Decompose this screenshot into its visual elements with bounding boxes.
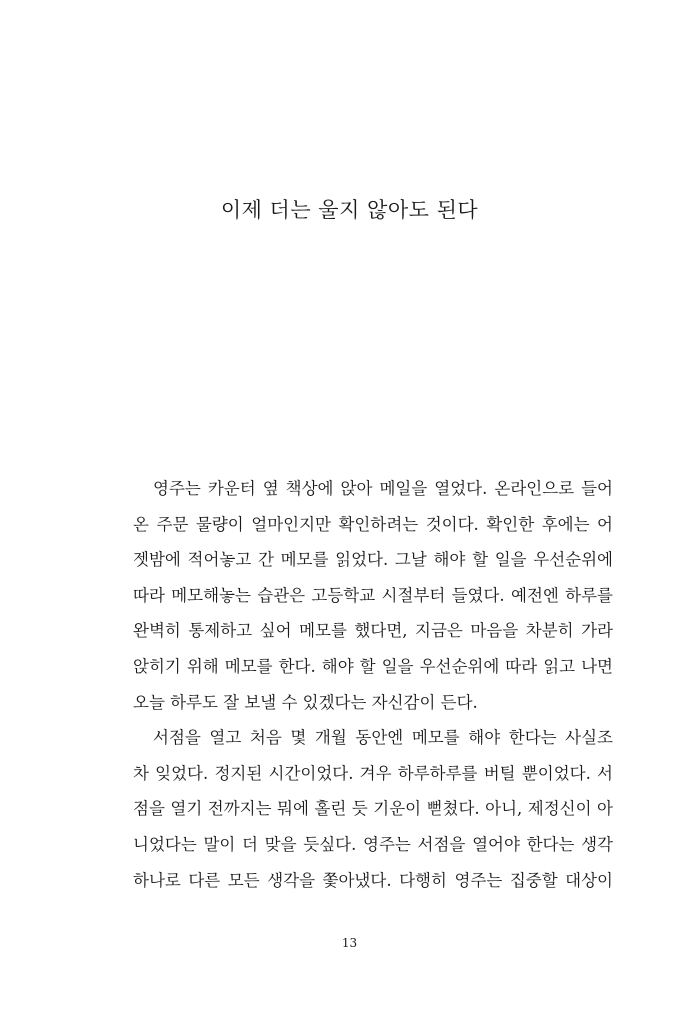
text-line: 앉히기 위해 메모를 한다. 해야 할 일을 우선순위에 따라 읽고 나면 xyxy=(133,656,613,676)
text-line: 젯밤에 적어놓고 간 메모를 읽었다. 그날 해야 할 일을 우선순위에 xyxy=(133,550,613,570)
text-line: 완벽히 통제하고 싶어 메모를 했다면, 지금은 마음을 차분히 가라 xyxy=(133,621,613,641)
page-number: 13 xyxy=(341,936,358,950)
text-line: 따라 메모해놓는 습관은 고등학교 시절부터 들였다. 예전엔 하루를 xyxy=(133,585,613,605)
paragraph xyxy=(133,725,613,903)
text-line: 니었다는 말이 더 맞을 듯싶다. 영주는 서점을 열어야 한다는 생각 xyxy=(133,834,613,854)
body-text xyxy=(133,476,613,903)
text-line: 온 주문 물량이 얼마인지만 확인하려는 것이다. 확인한 후에는 어 xyxy=(133,514,613,534)
text-line: 서점을 열고 처음 몇 개월 동안엔 메모를 해야 한다는 사실조 xyxy=(153,728,613,748)
text-line: 오늘 하루도 잘 보낼 수 있겠다는 자신감이 든다. xyxy=(133,692,478,712)
text-line: 점을 열기 전까지는 뭐에 홀린 듯 기운이 뻗쳤다. 아니, 제정신이 아 xyxy=(133,799,613,819)
text-line: 차 잊었다. 정지된 시간이었다. 겨우 하루하루를 버틸 뿐이었다. 서 xyxy=(133,763,613,783)
paragraph xyxy=(133,476,613,725)
text-line: 영주는 카운터 옆 책상에 앉아 메일을 열었다. 온라인으로 들어 xyxy=(153,479,613,498)
text-line: 하나로 다른 모든 생각을 쫓아냈다. 다행히 영주는 집중할 대상이 xyxy=(133,870,613,890)
chapter-title: 이제 더는 울지 않아도 된다 xyxy=(220,198,479,222)
